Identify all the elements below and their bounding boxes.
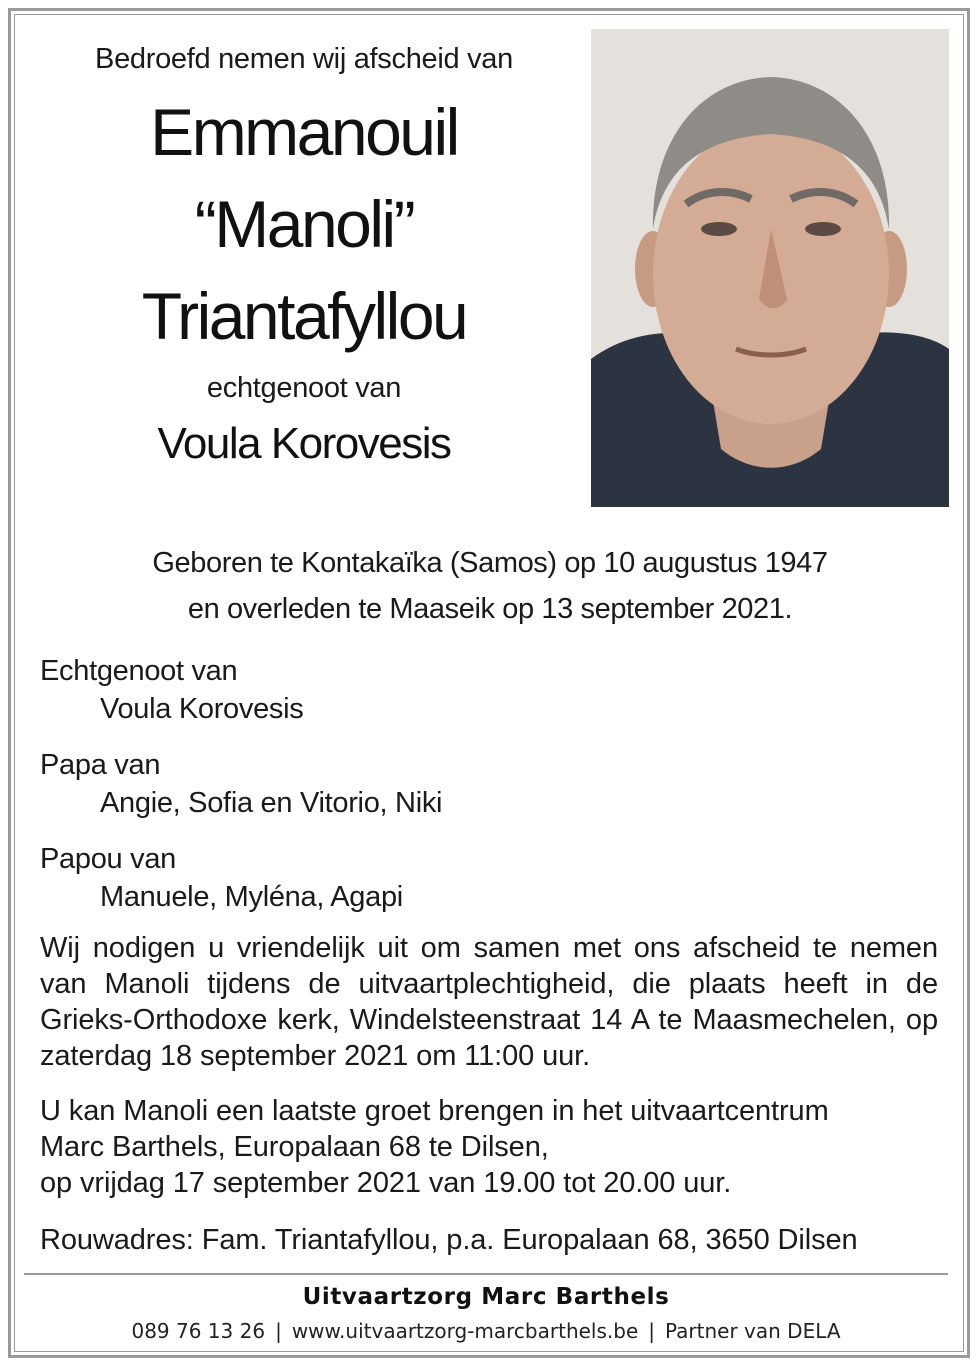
name-last: Triantafyllou: [141, 279, 467, 353]
announcement-header: [30, 38, 578, 472]
life-dates: [30, 540, 950, 632]
relation-value: Voula Korovesis: [100, 693, 304, 725]
family-relations: [40, 652, 940, 934]
separator: |: [648, 1319, 656, 1343]
relation-label: Papa van: [40, 749, 161, 781]
death-line: en overleden te Maaseik op 13 september 2021.: [187, 593, 793, 625]
relation-spouse: [40, 652, 940, 728]
relation-grandchildren: [40, 840, 940, 916]
ceremony-paragraph: Wij nodigen u vriendelijk uit om samen met ons afscheid te nemen van Manoli tijdens de uitvaartplechtigheid, die plaats heeft in de Grieks-Orthodoxe kerk, Windelsteenstraat 14 A te Maasmechelen, op zaterdag 18 september 2021 om 11:00 uur.: [40, 932, 938, 1072]
footer: [24, 1280, 948, 1346]
relation-children: [40, 746, 940, 822]
visitation-paragraph: [40, 1093, 938, 1201]
partner-text: Partner van DELA: [665, 1319, 841, 1343]
relation-label: Echtgenoot van: [40, 655, 238, 687]
visitation-line: Marc Barthels, Europalaan 68 te Dilsen,: [40, 1131, 549, 1163]
visitation-line: op vrijdag 17 september 2021 van 19.00 tot 20.00 uur.: [40, 1167, 732, 1199]
birth-line: Geboren te Kontakaïka (Samos) op 10 augustus 1947: [152, 547, 828, 579]
company-name: Uitvaartzorg Marc Barthels: [302, 1284, 670, 1310]
relation-value: Angie, Sofia en Vitorio, Niki: [100, 787, 443, 819]
name-nickname: “Manoli”: [194, 187, 414, 261]
portrait-photo: [591, 29, 949, 507]
spouse-name: Voula Korovesis: [157, 419, 451, 468]
portrait-illustration: [591, 29, 949, 507]
website-link[interactable]: www.uitvaartzorg-marcbarthels.be: [291, 1319, 639, 1343]
spouse-label: echtgenoot van: [206, 372, 402, 404]
contact-line: [24, 1316, 948, 1346]
deceased-name: [30, 86, 578, 362]
visitation-line: U kan Manoli een laatste groet brengen in het uitvaartcentrum: [40, 1095, 829, 1127]
mourning-address: Rouwadres: Fam. Triantafyllou, p.a. Europalaan 68, 3650 Dilsen: [40, 1224, 858, 1256]
relation-value: Manuele, Myléna, Agapi: [100, 881, 403, 913]
name-first: Emmanouil: [150, 95, 458, 169]
intro-text: Bedroefd nemen wij afscheid van: [95, 43, 513, 75]
relation-label: Papou van: [40, 843, 176, 875]
footer-divider: [24, 1273, 948, 1275]
phone-number: 089 76 13 26: [131, 1319, 266, 1343]
separator: |: [275, 1319, 282, 1343]
